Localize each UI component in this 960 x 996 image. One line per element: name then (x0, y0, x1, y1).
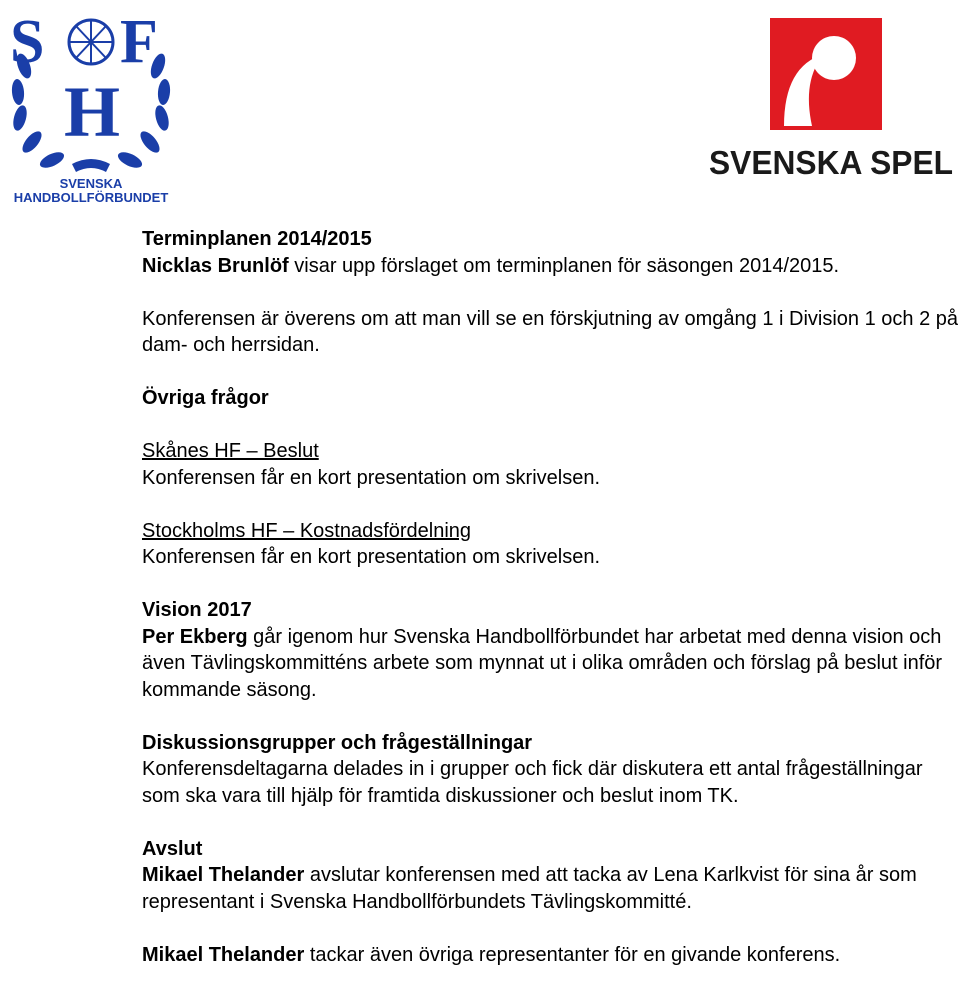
stockholms-text: Konferensen får en kort presentation om skrivelsen. (142, 546, 601, 568)
stockholms-title: Stockholms HF – Kostnadsfördelning (142, 519, 472, 542)
logo-letter-f: F (120, 8, 158, 76)
closing-text: tackar även övriga representanter för en givande konferens. (304, 943, 841, 966)
vision-presenter: Per Ekberg (142, 625, 248, 648)
closing-presenter: Mikael Thelander (142, 943, 305, 966)
stockholms-section (142, 518, 960, 571)
avslut-heading: Avslut (142, 837, 203, 860)
svenska-spel-logo (706, 14, 956, 182)
terminplan-text: visar upp förslaget om terminplanen för säsongen 2014/2015. (288, 254, 840, 277)
terminplan-heading: Terminplanen 2014/2015 (142, 228, 372, 250)
logo-name-line1: SVENSKA (59, 176, 123, 191)
diskussion-text: Konferensdeltagarna delades in i grupper och fick där diskutera ett antal frågeställningar som ska vara till hjälp för framtida diskussioner och beslut inom TK. (142, 758, 923, 807)
avslut-text: avslutar konferensen med att tacka av Lena Karlkvist för sina år som representant i Svenska Handbollförbundets Tävlingskommitté. (142, 864, 917, 913)
vision-text: går igenom hur Svenska Handbollförbundet har arbetat med denna vision och även Tävlingskommitténs arbete som mynnat ut i olika områden och förslag på beslut inför kommande säsong. (142, 625, 943, 701)
konferens-paragraph: Konferensen är överens om att man vill se en förskjutning av omgång 1 i Division 1 och 2 på dam- och herrsidan. (142, 307, 958, 356)
vision-section (142, 597, 960, 703)
logo-name-line2: HANDBOLLFÖRBUNDET (13, 190, 169, 204)
avslut-presenter: Mikael Thelander (142, 864, 305, 886)
skanes-text: Konferensen får en kort presentation om skrivelsen. (142, 466, 601, 489)
terminplan-section (142, 226, 960, 279)
terminplan-presenter: Nicklas Brunlöf (142, 254, 289, 277)
logo-letter-s: S (10, 8, 45, 76)
ovriga-heading: Övriga frågor (142, 387, 269, 409)
diskussion-heading: Diskussionsgrupper och frågeställningar (142, 731, 533, 754)
logo-letter-h: H (64, 72, 121, 152)
svenska-spel-wordmark: SVENSKA SPEL (709, 144, 953, 181)
diskussion-section (142, 730, 960, 810)
vision-heading: Vision 2017 (142, 599, 252, 621)
avslut-section (142, 836, 960, 916)
skanes-title: Skånes HF – Beslut (142, 440, 319, 462)
skanes-section (142, 438, 960, 491)
document-body (142, 226, 960, 968)
closing-paragraph (142, 942, 960, 969)
svenska-handbollforbundet-logo (2, 4, 180, 204)
